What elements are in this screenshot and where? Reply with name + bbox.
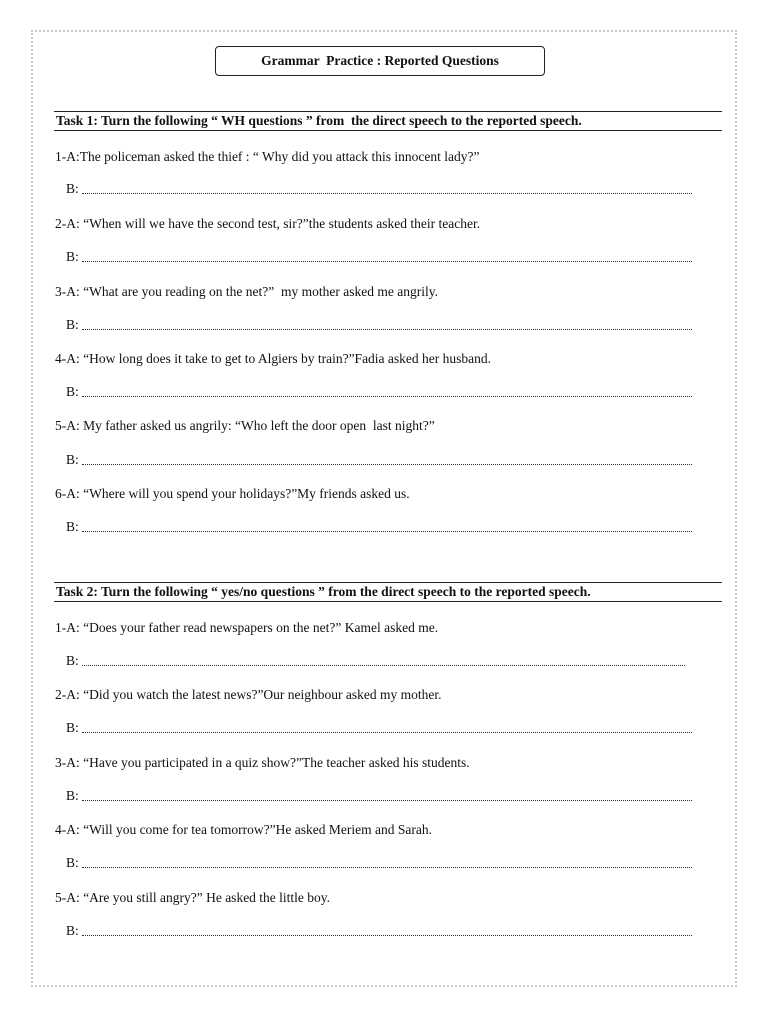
answer-label: B:: [66, 855, 79, 870]
answer-line[interactable]: [82, 193, 692, 194]
task-1-question-6: 6-A: “Where will you spend your holidays?”My friends asked us.: [55, 486, 410, 501]
answer-label: B:: [66, 519, 79, 534]
task-1-header: Task 1: Turn the following “ WH questions ” from the direct speech to the reported speech.: [54, 111, 722, 131]
task-1-question-3: 3-A: “What are you reading on the net?” my mother asked me angrily.: [55, 284, 438, 299]
answer-line[interactable]: [82, 867, 692, 868]
answer-line[interactable]: [82, 800, 692, 801]
page-border: [31, 30, 737, 987]
answer-label: B:: [66, 384, 79, 399]
task-1-answer-6[interactable]: [66, 519, 692, 535]
task-2-answer-2[interactable]: [66, 720, 692, 736]
answer-label: B:: [66, 249, 79, 264]
answer-label: B:: [66, 181, 79, 196]
answer-line[interactable]: [82, 531, 692, 532]
task-2-question-3: 3-A: “Have you participated in a quiz show?”The teacher asked his students.: [55, 755, 470, 770]
answer-label: B:: [66, 923, 79, 938]
answer-label: B:: [66, 788, 79, 803]
task-2-answer-1[interactable]: [66, 653, 685, 669]
task-2-header: Task 2: Turn the following “ yes/no questions ” from the direct speech to the reported speech.: [54, 582, 722, 602]
answer-line[interactable]: [82, 261, 692, 262]
task-1-answer-5[interactable]: [66, 452, 692, 468]
task-2-question-4: 4-A: “Will you come for tea tomorrow?”He asked Meriem and Sarah.: [55, 822, 432, 837]
task-2-question-1: 1-A: “Does your father read newspapers on the net?” Kamel asked me.: [55, 620, 439, 635]
task-2-answer-4[interactable]: [66, 855, 692, 871]
task-1-answer-2[interactable]: [66, 249, 692, 265]
task-1-answer-1[interactable]: [66, 181, 692, 197]
answer-line[interactable]: [82, 396, 692, 397]
task-2-question-2: 2-A: “Did you watch the latest news?”Our neighbour asked my mother.: [55, 687, 442, 702]
task-1-question-5: 5-A: My father asked us angrily: “Who left the door open last night?”: [55, 418, 435, 433]
task-2-answer-5[interactable]: [66, 923, 692, 939]
task-1-question-2: 2-A: “When will we have the second test, sir?”the students asked their teacher.: [55, 216, 481, 231]
task-1-question-1: 1-A:The policeman asked the thief : “ Why did you attack this innocent lady?”: [55, 149, 480, 164]
worksheet-title: Grammar Practice : Reported Questions: [215, 46, 545, 76]
answer-label: B:: [66, 653, 79, 668]
task-2-answer-3[interactable]: [66, 788, 692, 804]
answer-line[interactable]: [82, 464, 692, 465]
answer-line[interactable]: [82, 329, 692, 330]
answer-label: B:: [66, 720, 79, 735]
task-1-answer-3[interactable]: [66, 317, 692, 333]
task-1-answer-4[interactable]: [66, 384, 692, 400]
answer-line[interactable]: [82, 665, 685, 666]
task-1-question-4: 4-A: “How long does it take to get to Algiers by train?”Fadia asked her husband.: [55, 351, 492, 366]
answer-label: B:: [66, 452, 79, 467]
answer-label: B:: [66, 317, 79, 332]
task-2-question-5: 5-A: “Are you still angry?” He asked the little boy.: [55, 890, 331, 905]
answer-line[interactable]: [82, 935, 692, 936]
answer-line[interactable]: [82, 732, 692, 733]
